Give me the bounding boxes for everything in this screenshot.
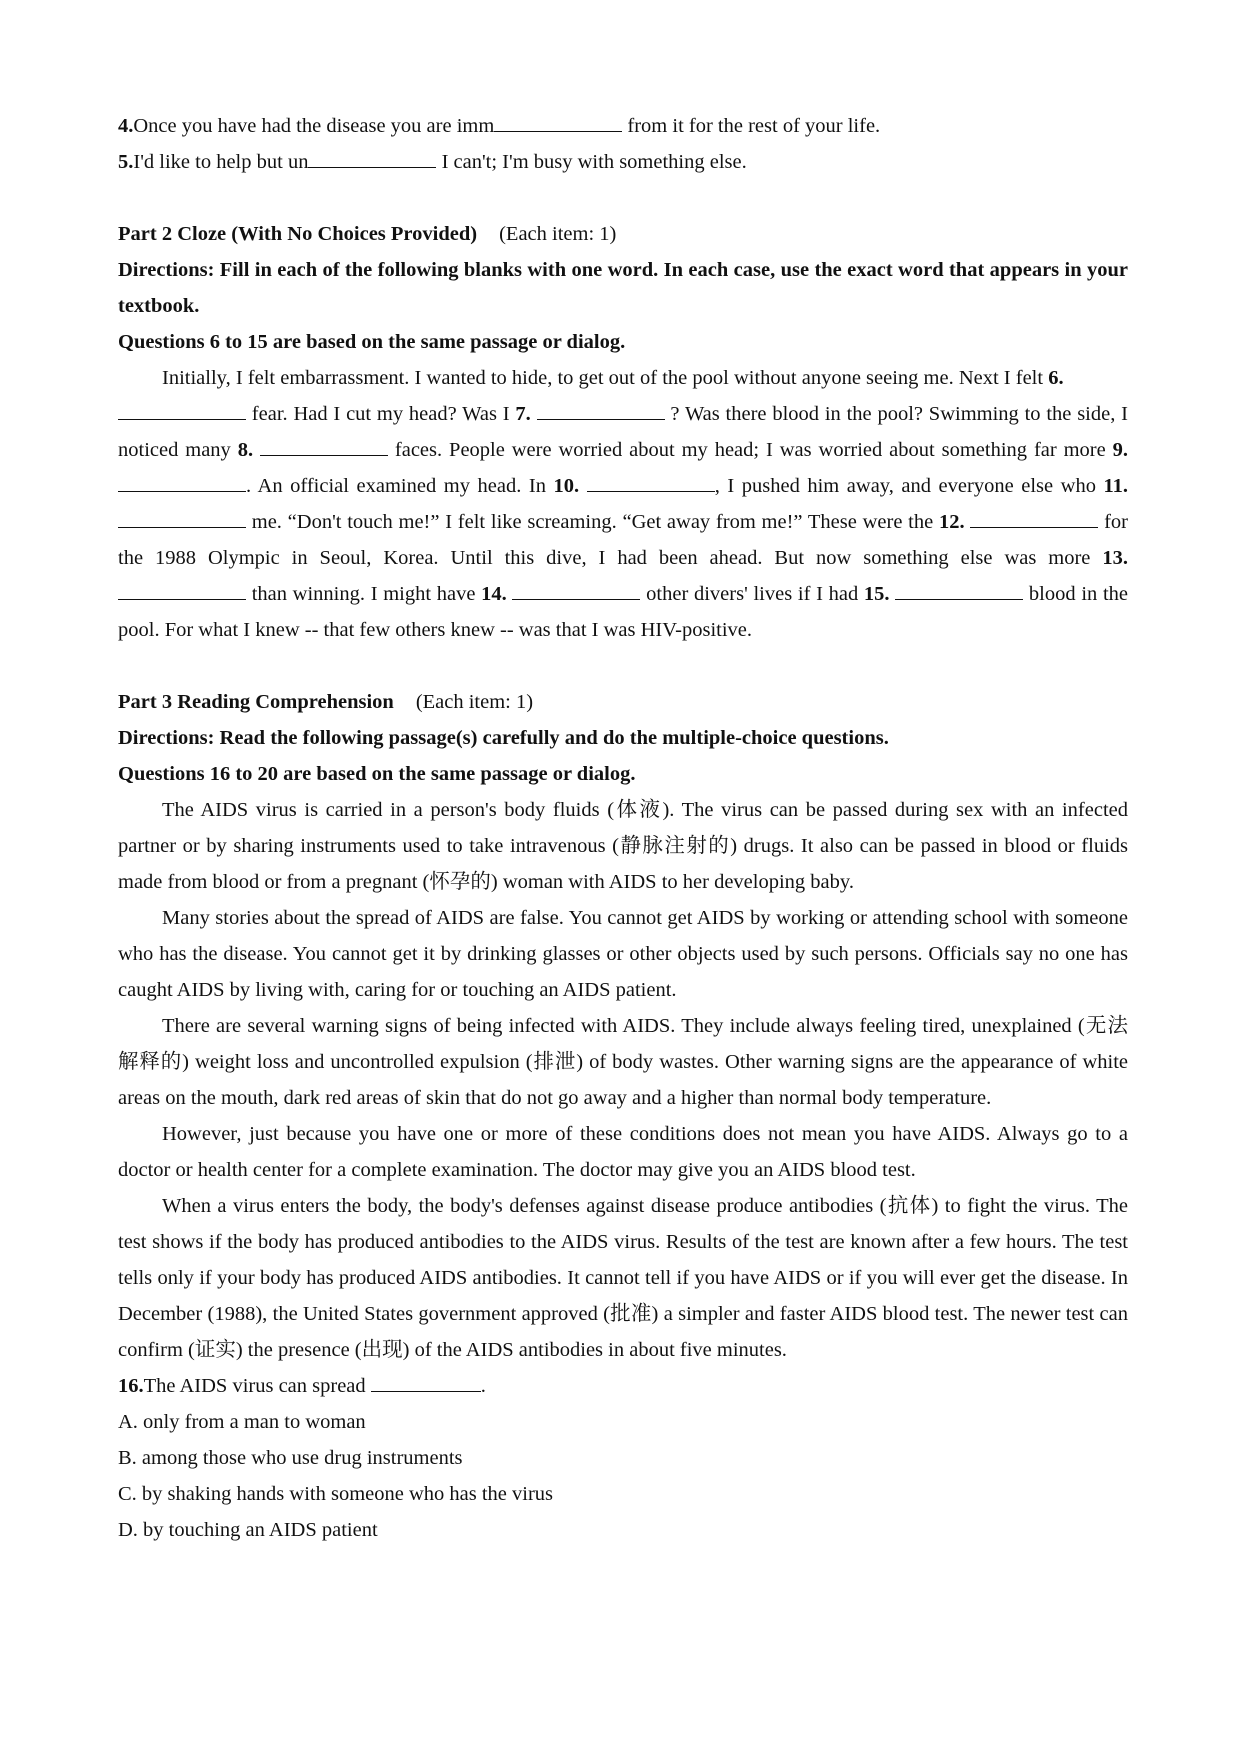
part2-questions-note: Questions 6 to 15 are based on the same passage or dialog. [118, 331, 626, 353]
answer-blank-7[interactable] [537, 399, 665, 420]
answer-blank-9[interactable] [118, 471, 246, 492]
question-text: I'd like to help but un [133, 151, 309, 173]
blank-number: 7. [515, 403, 531, 425]
reading-paragraph: However, just because you have one or more of these conditions does not mean you have AIDS. Always go to a doctor or health center for a complete examination. The doctor may give you an AIDS blood test. [118, 1123, 1128, 1181]
option-d[interactable]: D. by touching an AIDS patient [118, 1519, 378, 1541]
question-5 [118, 144, 1128, 180]
part3-questions-note: Questions 16 to 20 are based on the same passage or dialog. [118, 763, 636, 785]
blank-number: 9. [1112, 439, 1129, 461]
question-number: 4. [118, 115, 134, 137]
answer-blank-14[interactable] [512, 579, 640, 600]
answer-blank-5[interactable] [308, 147, 436, 168]
blank-number: 14. [481, 583, 507, 605]
question-number: 5. [118, 151, 134, 173]
spacer [118, 648, 1128, 684]
option-a[interactable]: A. only from a man to woman [118, 1411, 366, 1433]
question-text: from it for the rest of your life. [622, 115, 881, 137]
spacer [118, 180, 1128, 216]
reading-paragraph: When a virus enters the body, the body's defenses against disease produce antibodies (抗体) to fight the virus. The test shows if the body has produced antibodies to the AIDS virus. Results of the test are known after a few hours. The test tells only if your body has produced AIDS antibodies. It cannot tell if you have AIDS or if you will ever get the disease. In December (1988), the United States government approved (批准) a simpler and faster AIDS blood test. The newer test can confirm (证实) the presence (出现) of the AIDS antibodies in about five minutes. [118, 1195, 1128, 1361]
section-heading: Part 3 Reading Comprehension [118, 691, 394, 713]
answer-blank-16[interactable] [371, 1371, 481, 1392]
part2-directions: Directions: Fill in each of the following blanks with one word. In each case, use the exact word that appears in your textbook. [118, 259, 1128, 317]
question-16: 16.The AIDS virus can spread . [118, 1368, 1128, 1404]
blank-number: 6. [1048, 367, 1064, 389]
question-number: 16. [118, 1375, 144, 1397]
part3-directions: Directions: Read the following passage(s) carefully and do the multiple-choice questions. [118, 727, 889, 749]
option-c[interactable]: C. by shaking hands with someone who has the virus [118, 1483, 554, 1505]
reading-paragraph: Many stories about the spread of AIDS are false. You cannot get AIDS by working or attending school with someone who has the disease. You cannot get it by drinking glasses or other objects used by such persons. Officials say no one has caught AIDS by living with, caring for or touching an AIDS patient. [118, 907, 1128, 1001]
answer-blank-11[interactable] [118, 507, 246, 528]
question-text: I can't; I'm busy with something else. [436, 151, 747, 173]
section-points: (Each item: 1) [415, 691, 534, 713]
answer-blank-4[interactable] [494, 111, 622, 132]
answer-blank-15[interactable] [895, 579, 1023, 600]
reading-paragraph: There are several warning signs of being infected with AIDS. They include always feeling tired, unexplained (无法解释的) weight loss and uncontrolled expulsion (排泄) of body wastes. Other warning signs are the appearance of white areas on the mouth, dark red areas of skin that do not go away and a higher than normal body temperature. [118, 1015, 1128, 1109]
question-text: The AIDS virus can spread [143, 1375, 371, 1397]
answer-blank-6[interactable] [118, 399, 246, 420]
reading-paragraph: The AIDS virus is carried in a person's body fluids (体液). The virus can be passed during sex with an infected partner or by sharing instruments used to take intravenous (静脉注射的) drugs. It also can be passed in blood or fluids made from blood or from a pregnant (怀孕的) woman with AIDS to her developing baby. [118, 799, 1128, 893]
document-page [118, 108, 1128, 1548]
blank-number: 12. [938, 511, 965, 533]
part3-header [118, 684, 1128, 720]
section-points: (Each item: 1) [499, 223, 617, 245]
blank-number: 15. [863, 583, 890, 605]
section-heading: Part 2 Cloze (With No Choices Provided) [118, 223, 478, 245]
question-4 [118, 108, 1128, 144]
blank-number: 13. [1102, 547, 1128, 569]
answer-blank-13[interactable] [118, 579, 246, 600]
part2-header [118, 216, 1128, 252]
option-b[interactable]: B. among those who use drug instruments [118, 1447, 463, 1469]
blank-number: 8. [237, 439, 254, 461]
cloze-passage: Initially, I felt embarrassment. I wanted to hide, to get out of the pool without anyone seeing me. Next I felt 6. fear. Had I cut my head? Was I 7. ? Was there blood in the pool? Swimming to the side, I noticed many 8. faces. People were worried about my head; I was worried about something far more 9. . An official examined my head. In 10. , I pushed him away, and everyone else who 11. me. “Don't touch me!” I felt like screaming. “Get away from me!” These were the 12. for the 1988 Olympic in Seoul, Korea. Until this dive, I had been ahead. But now something else was more 13. than winning. I might have 14. other divers' lives if I had 15. blood in the pool. For what I knew -- that few others knew -- was that I was HIV-positive. [118, 367, 1129, 641]
blank-number: 11. [1103, 475, 1128, 497]
answer-blank-8[interactable] [260, 435, 388, 456]
answer-blank-12[interactable] [970, 507, 1098, 528]
question-text: Once you have had the disease you are imm [133, 115, 495, 137]
blank-number: 10. [553, 475, 580, 497]
answer-blank-10[interactable] [587, 471, 715, 492]
